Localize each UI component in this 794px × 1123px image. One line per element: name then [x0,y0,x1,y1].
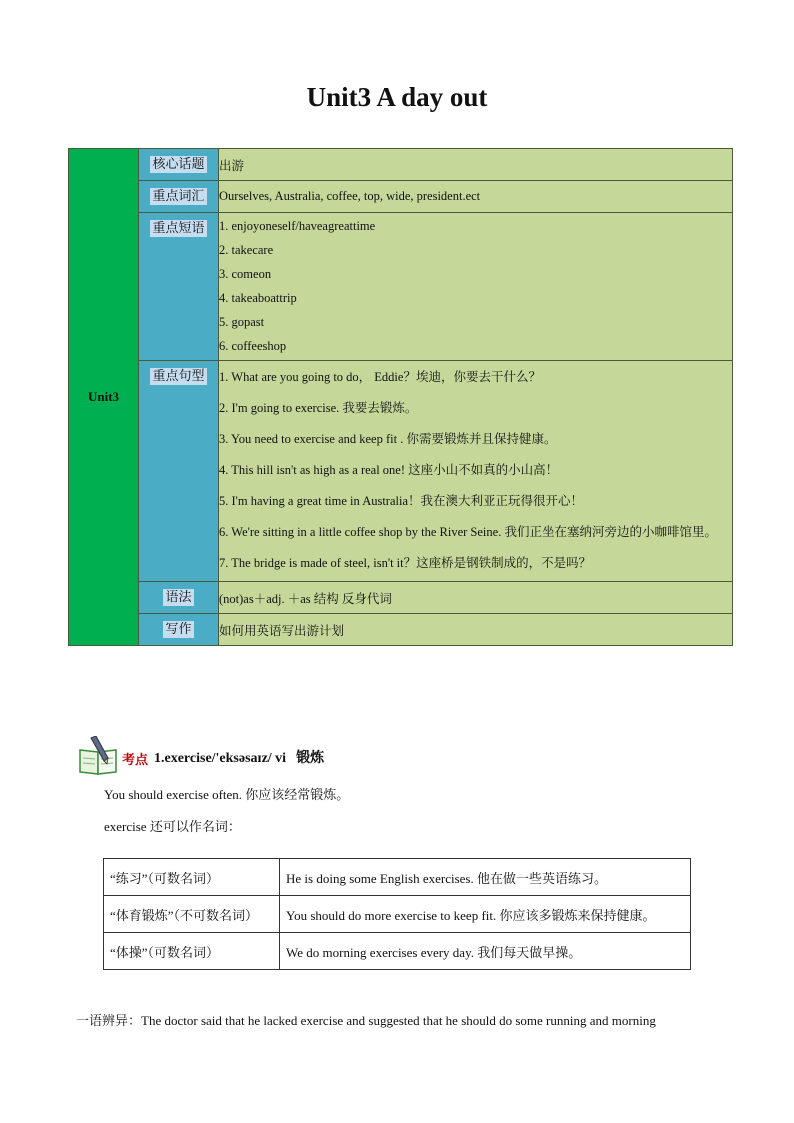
noun-usage-table [103,858,691,970]
usage-meaning: “练习”（可数名词） [104,859,280,896]
usage-meaning: “体育锻炼”（不可数名词） [104,896,280,933]
kaodian-meaning: 锻炼 [296,750,325,766]
phrase-item: 5. gopast [219,315,265,329]
sentence-item: 1. What are you going to do， Eddie？埃迪，你要去干什么？ [219,370,541,384]
label-writing: 写作 [139,614,219,646]
sentence-item: 7. The bridge is made of steel, isn't it？这座桥是钢铁制成的，不是吗？ [219,556,592,570]
book-pencil-icon [77,736,121,776]
value-vocab: Ourselves, Australia, coffee, top, wide, president.ect [219,181,733,213]
sentence-item: 3. You need to exercise and keep fit . 你需要锻炼并且保持健康。 [219,432,557,446]
example-sentence: You should exercise often. 你应该经常锻炼。 [104,787,350,802]
phrase-item: 3. comeon [219,267,272,281]
kaodian-heading [77,736,777,776]
row-phrases [69,213,733,361]
noun-note: exercise 还可以作名词： [104,819,241,834]
row-writing [69,614,733,646]
table-row [104,896,691,933]
label-sentences: 重点句型 [139,361,219,582]
value-grammar: (not)as＋adj. ＋as 结构 反身代词 [219,582,733,614]
bianyi-text: The doctor said that he lacked exercise and suggested that he should do some running and morning [141,1013,656,1028]
phrase-item: 4. takeaboattrip [219,291,297,305]
sentence-item: 6. We're sitting in a little coffee shop by the River Seine. 我们正坐在塞纳河旁边的小咖啡馆里。 [219,525,717,539]
label-vocab: 重点词汇 [139,181,219,213]
table-row [104,859,691,896]
row-sentences [69,361,733,582]
kaodian-label: 考点 [122,753,149,768]
usage-example: He is doing some English exercises. 他在做一些英语练习。 [280,859,691,896]
row-topic [69,149,733,181]
usage-example: We do morning exercises every day. 我们每天做早操。 [280,933,691,970]
phrase-item: 6. coffeeshop [219,339,287,353]
usage-example: You should do more exercise to keep fit. 你应该多锻炼来保持健康。 [280,896,691,933]
value-sentences [219,361,733,582]
bianyi-label: 一语辨异： [76,1013,142,1028]
unit-overview-table [68,148,733,646]
sentence-item: 5. I'm having a great time in Australia！我在澳大利亚正玩得很开心！ [219,494,584,508]
phrase-item: 1. enjoyoneself/haveagreattime [219,219,376,233]
row-grammar [69,582,733,614]
table-row [104,933,691,970]
sentence-item: 4. This hill isn't as high as a real one! 这座小山不如真的小山高！ [219,463,559,477]
kaodian-word: 1.exercise/'eksəsaɪz/ vi 锻炼 [154,750,325,766]
phrase-item: 2. takecare [219,243,274,257]
page-title: Unit3 A day out [306,82,488,112]
label-phrases: 重点短语 [139,213,219,361]
sentence-item: 2. I'm going to exercise. 我要去锻炼。 [219,401,418,415]
value-writing: 如何用英语写出游计划 [219,614,733,646]
usage-meaning: “体操”（可数名词） [104,933,280,970]
bianyi-line [76,1010,656,1029]
label-grammar: 语法 [139,582,219,614]
unit-cell: Unit3 [69,149,139,646]
value-topic: 出游 [219,149,733,181]
value-phrases [219,213,733,361]
row-vocab [69,181,733,213]
label-topic: 核心话题 [139,149,219,181]
